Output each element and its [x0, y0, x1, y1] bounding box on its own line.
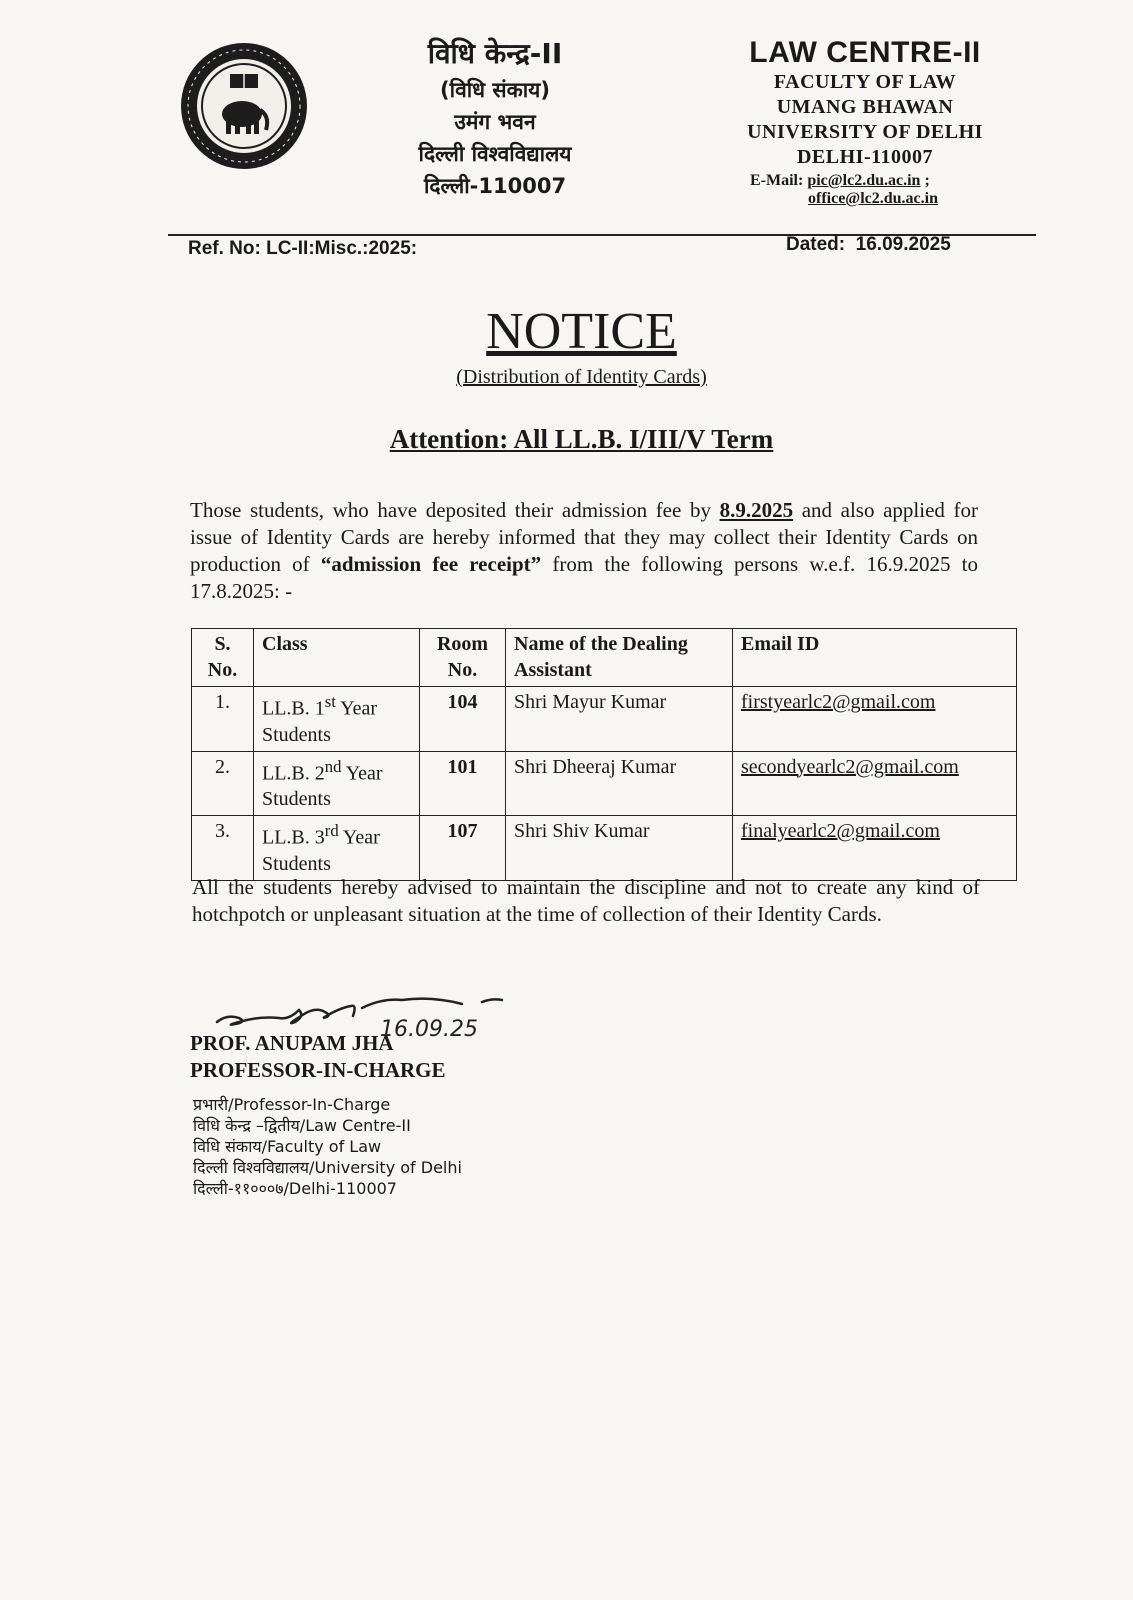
hindi-line: उमंग भवन: [454, 110, 536, 134]
attention-heading: Attention: All LL.B. I/III/V Term: [389, 424, 774, 454]
cell-name: Shri Shiv Kumar: [506, 816, 733, 881]
cell-room: 101: [420, 751, 506, 816]
notice-subtitle: (Distribution of Identity Cards): [456, 366, 707, 388]
signatory-name: PROF. ANUPAM JHA: [190, 1031, 394, 1055]
header-sno: S. No.: [192, 629, 254, 687]
dealing-assistants-table: [191, 628, 1017, 881]
english-title: LAW CENTRE-II: [749, 36, 981, 69]
header-room: Room No.: [420, 629, 506, 687]
class-text: LL.B. 2: [262, 762, 325, 785]
table-header-row: [192, 629, 1017, 687]
hindi-line: दिल्ली-110007: [423, 174, 567, 198]
cell-email-link[interactable]: secondyearlc2@gmail.com: [733, 751, 1017, 816]
cell-sno: 1.: [192, 687, 254, 752]
hindi-line: (विधि संकाय): [440, 78, 550, 102]
english-line: UMANG BHAWAN: [776, 96, 954, 118]
class-ordinal: st: [324, 692, 336, 711]
para-text: from the following persons w.e.f. 16.9.2025 to 17.8.2025: -: [190, 552, 978, 603]
official-stamp: [193, 1094, 462, 1199]
english-line: DELHI-110007: [796, 146, 934, 168]
hindi-title: विधि केन्द्र-II: [427, 37, 563, 70]
para-text: Those students, who have deposited their admission fee by: [190, 498, 720, 522]
header-class: Class: [254, 629, 420, 687]
table-row: [192, 816, 1017, 881]
email-line: [720, 172, 1010, 190]
class-ordinal: rd: [324, 821, 339, 841]
reference-number: Ref. No: LC-II:Misc.:2025:: [188, 238, 418, 259]
class-text: LL.B. 1: [262, 697, 325, 720]
class-text: Year Students: [262, 762, 383, 811]
stamp-line: दिल्ली विश्वविद्यालय/University of Delhi: [193, 1158, 462, 1177]
cell-email-link[interactable]: firstyearlc2@gmail.com: [733, 687, 1017, 752]
email-label: E-Mail:: [750, 172, 804, 189]
header-email: Email ID: [733, 629, 1017, 687]
dated: Dated: 16.09.2025: [786, 234, 951, 255]
cell-class: [254, 816, 420, 881]
email-link-office[interactable]: office@lc2.du.ac.in: [808, 190, 938, 207]
english-line: FACULTY OF LAW: [773, 71, 957, 93]
cell-class: [254, 687, 420, 752]
cell-name: Shri Dheeraj Kumar: [506, 751, 733, 816]
notice-title: NOTICE: [486, 303, 677, 360]
fee-deadline-date: 8.9.2025: [719, 498, 794, 522]
email-line-2: [720, 190, 1010, 208]
stamp-line: प्रभारी/Professor-In-Charge: [193, 1095, 391, 1114]
english-line: UNIVERSITY OF DELHI: [747, 121, 983, 143]
signatory-block: [190, 1030, 446, 1084]
cell-room: 104: [420, 687, 506, 752]
intro-paragraph: [190, 497, 978, 605]
signatory-designation: PROFESSOR-IN-CHARGE: [190, 1058, 446, 1082]
signature-date: 16.09.25: [380, 1017, 478, 1042]
cell-name: Shri Mayur Kumar: [506, 687, 733, 752]
hindi-header: [385, 34, 605, 200]
university-seal-logo: [178, 40, 310, 172]
cell-sno: 3.: [192, 816, 254, 881]
class-ordinal: nd: [324, 756, 342, 776]
stamp-line: विधि संकाय/Faculty of Law: [193, 1137, 382, 1156]
discipline-paragraph: All the students hereby advised to maintain the discipline and not to create any kind of hotchpotch or unpleasant situation at the time of collection of their Identity Cards.: [192, 875, 980, 926]
para-text: and also applied for issue of Identity Cards are hereby informed that they may collect their Identity Cards on production of: [190, 498, 979, 576]
table-row: [192, 687, 1017, 752]
hindi-line: दिल्ली विश्वविद्यालय: [418, 142, 572, 166]
cell-class: [254, 751, 420, 816]
header-name: Name of the Dealing Assistant: [506, 629, 733, 687]
english-header: [720, 36, 1010, 208]
class-text: Year Students: [262, 697, 378, 746]
cell-sno: 2.: [192, 751, 254, 816]
cell-email-link[interactable]: finalyearlc2@gmail.com: [733, 816, 1017, 881]
class-text: Year Students: [262, 826, 380, 875]
stamp-line: विधि केन्द्र –द्वितीय/Law Centre-II: [193, 1116, 411, 1135]
email-separator: ;: [924, 172, 930, 189]
table-row: [192, 751, 1017, 816]
email-link-pic[interactable]: pic@lc2.du.ac.in: [807, 172, 921, 189]
receipt-phrase: “admission fee receipt”: [320, 552, 542, 576]
stamp-line: दिल्ली-११०००७/Delhi-110007: [193, 1179, 397, 1198]
cell-room: 107: [420, 816, 506, 881]
class-text: LL.B. 3: [262, 826, 325, 849]
